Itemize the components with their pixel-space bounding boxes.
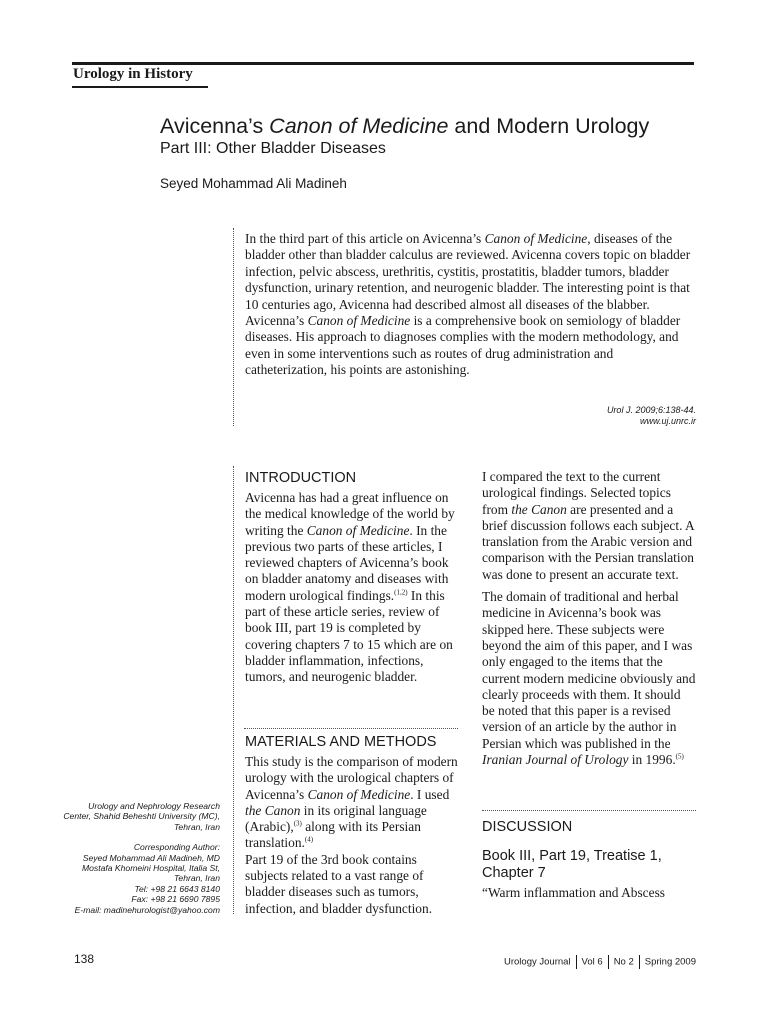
- column-divider-left: [233, 466, 234, 914]
- title-part-3: and Modern Urology: [448, 114, 650, 138]
- methods-ref-1: (3): [293, 819, 302, 828]
- intro-ref-1: (1,2): [394, 588, 408, 597]
- abstract-em-1: Canon of Medicine: [484, 231, 588, 246]
- discussion-quote: “Warm inflammation and Abscess: [482, 885, 665, 900]
- right-p2-text-2: in 1996.: [628, 752, 676, 768]
- methods-text-1: This study is the comparison of modern urology with the urological chapters of Avicenna’s: [245, 754, 458, 802]
- methods-paragraph-2: Part 19 of the 3rd book contains subjects related to a vast range of bladder diseases such as tumors, infection, and bladder dysfunction.: [245, 851, 433, 916]
- intro-section: [245, 469, 459, 686]
- right-p2-ref: (5): [675, 752, 684, 761]
- page-number: 138: [74, 952, 95, 966]
- title-part-1: Avicenna’s: [160, 114, 270, 138]
- citation-ref: Urol J. 2009;6:138-44.: [606, 405, 696, 415]
- methods-heading: MATERIALS AND METHODS: [245, 734, 437, 750]
- methods-divider: [244, 728, 458, 729]
- footer-separator: [576, 955, 577, 969]
- intro-text-2: . In the previous two parts of these articles, I reviewed chapters of Avicenna’s book on bladder anatomy and diseases with modern urological findings.: [245, 522, 449, 603]
- methods-text-3: in its original language (Arabic),: [245, 802, 427, 835]
- corresponding-tel: Tel: +98 21 6643 8140: [134, 883, 220, 894]
- corresponding-name: Seyed Mohammad Ali Madineh, MD: [82, 852, 220, 863]
- discussion-divider: [482, 810, 696, 811]
- corresponding-address: Mostafa Khomeini Hospital, Italia St, Tehran, Iran: [81, 863, 220, 884]
- right-p1-em-1: the Canon: [511, 501, 567, 517]
- title-part-2: Canon of Medicine: [269, 114, 449, 138]
- intro-heading: INTRODUCTION: [245, 470, 357, 486]
- right-p2-em-1: Iranian Journal of Urology: [482, 752, 629, 768]
- journal-footer: [504, 955, 696, 969]
- intro-text-1: Avicenna has had a great influence on the medical knowledge of the world by writing the: [245, 490, 455, 538]
- footer-separator: [608, 955, 609, 969]
- footer-date: Spring 2009: [644, 956, 696, 968]
- right-column: [482, 469, 696, 768]
- methods-text-2: . I used: [410, 786, 450, 802]
- discussion-subheading: Book III, Part 19, Treatise 1, Chapter 7: [482, 848, 662, 881]
- right-paragraph-1: [482, 469, 696, 583]
- methods-section: [245, 733, 459, 917]
- section-label: Urology in History: [73, 66, 193, 82]
- right-paragraph-2: [482, 589, 696, 768]
- right-p1-text-1: I compared the text to the current urological findings. Selected topics from: [482, 469, 671, 517]
- citation-url: www.uj.unrc.ir: [639, 416, 696, 426]
- footer-number: No 2: [613, 956, 634, 968]
- corresponding-email: E-mail: madinehurologist@yahoo.com: [74, 904, 220, 915]
- methods-paragraph-1: [245, 754, 459, 852]
- footer-volume: Vol 6: [581, 956, 603, 968]
- intro-em-1: Canon of Medicine: [306, 522, 410, 538]
- methods-ref-2: (4): [304, 836, 314, 845]
- intro-text-3: In this part of these article series, review of book III, part 19 is completed by covering chapters 7 to 15 which are on bladder inflammation, infections, tumors, and neurogenic bladder.: [245, 587, 453, 685]
- abstract-text-1: In the third part of this article on Avicenna’s: [245, 231, 485, 246]
- methods-em-1: Canon of Medicine: [307, 786, 411, 802]
- footer-separator: [639, 955, 640, 969]
- intro-paragraph: [245, 490, 459, 686]
- footer-journal: Urology Journal: [504, 956, 571, 968]
- citation: [607, 405, 696, 427]
- discussion-heading: DISCUSSION: [482, 819, 573, 835]
- abstract-text-2: , diseases of the bladder other than bladder calculus are reviewed. Avicenna covers topic on bladder infection, pelvic abscess, urethritis, cystitis, prostatitis, bladder tumors, bladder dysfunction, urinary retention, and neurogenic bladder. The interesting point is that 10 centuries ago, Avicenna had described almost all diseases of the blabber. Avicenna’s: [245, 231, 691, 329]
- right-p2-text-1: The domain of traditional and herbal medicine in Avicenna’s book was skipped here. These subjects were beyond the aim of this paper, and I was only engaged to the items that the current modern medicine obviously and clearly proceeds with them. It should be noted that this paper is a revised version of an article by the author in Persian which was published in the: [482, 589, 696, 751]
- abstract-em-2: Canon of Medicine: [307, 313, 411, 329]
- right-p1-text-2: are presented and a brief discussion follows each subject. A translation from the Arabic version and comparison with the Persian translation was done to present an accurate text.: [482, 501, 694, 582]
- article-author: Seyed Mohammad Ali Madineh: [160, 176, 347, 191]
- abstract-divider: [233, 228, 234, 426]
- methods-text-4: along with its Persian translation.: [245, 819, 421, 851]
- methods-em-2: the Canon: [245, 802, 301, 818]
- corresponding-fax: Fax: +98 21 6690 7895: [131, 894, 220, 905]
- article-title: [160, 113, 649, 139]
- section-underline: [72, 86, 208, 88]
- corresponding-label: Corresponding Author:: [133, 842, 220, 853]
- affiliation-institution: Urology and Nephrology Research Center, Shahid Beheshti University (MC), Tehran, Iran: [63, 801, 220, 832]
- abstract-text-3: is a comprehensive book on semiology of bladder diseases. His approach to diagnoses complies with the modern methodology, and even in some interventions such as routes of drug administration and catheterization, his points are astonishing.: [245, 313, 681, 378]
- author-affiliation: [60, 801, 220, 915]
- article-subtitle: Part III: Other Bladder Diseases: [160, 140, 386, 157]
- discussion-section: [482, 818, 696, 901]
- abstract: [245, 231, 697, 379]
